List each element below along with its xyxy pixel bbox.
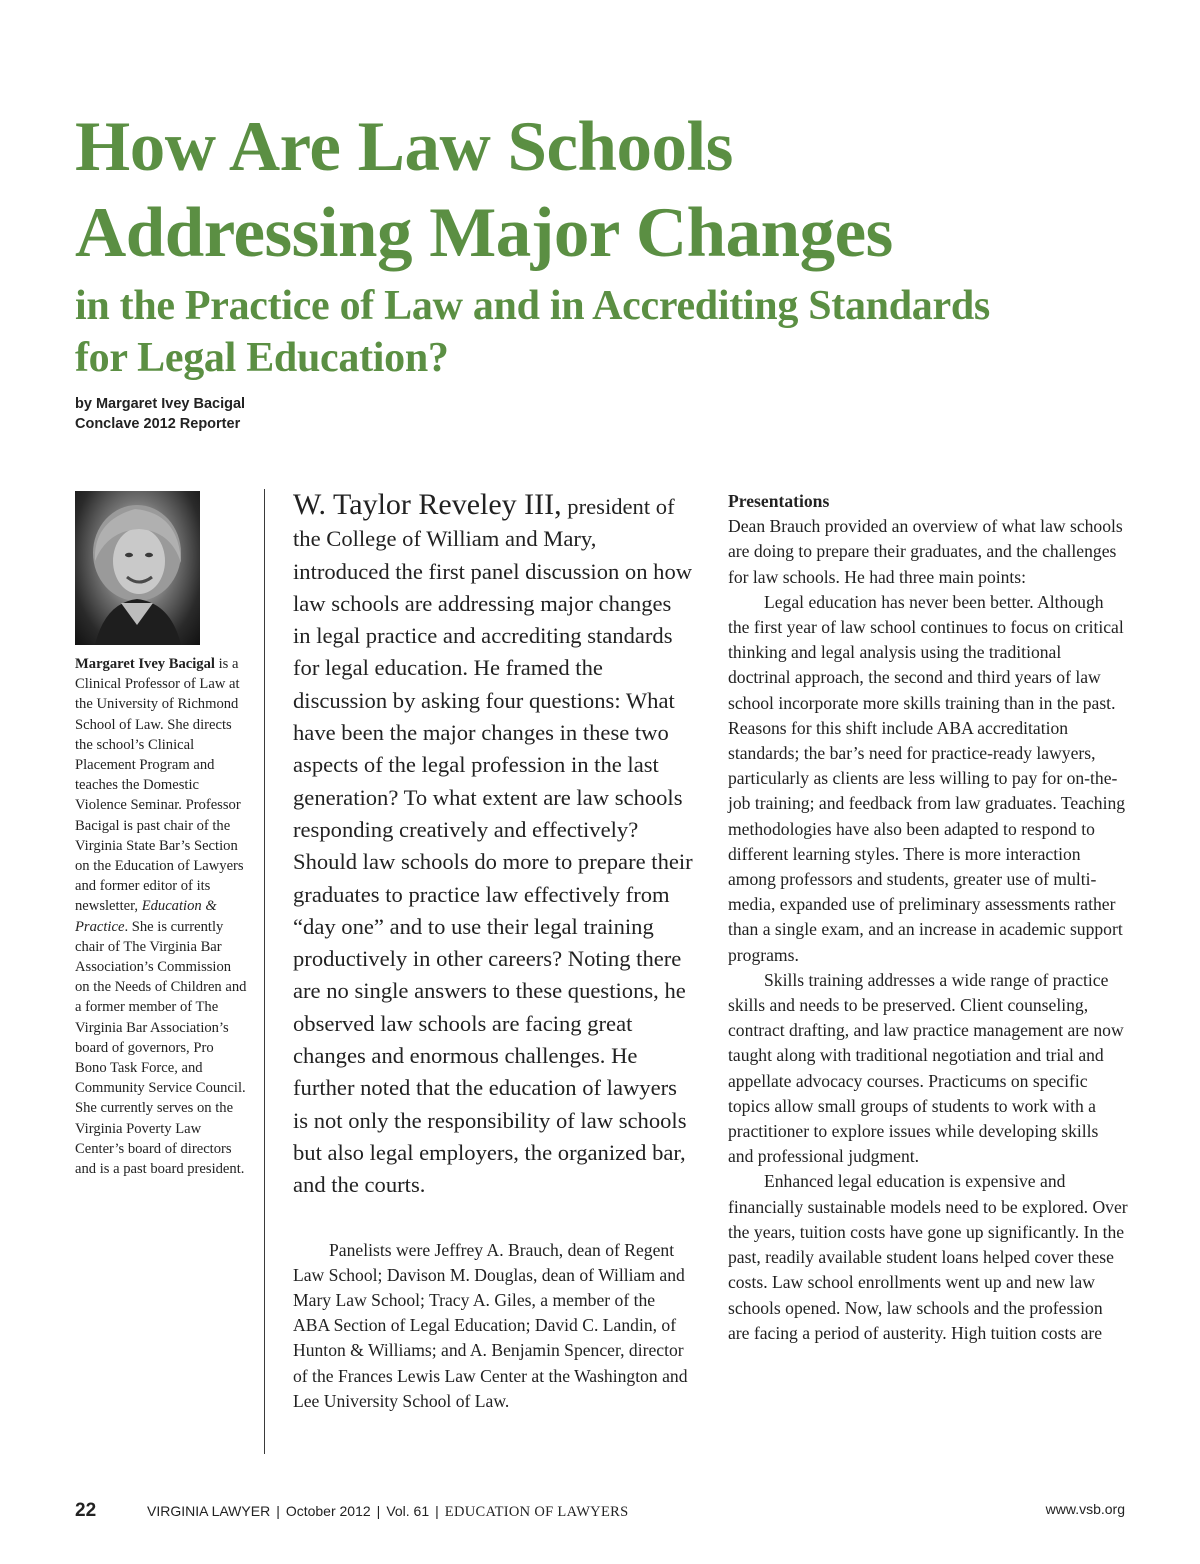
footer-separator: |	[435, 1503, 439, 1519]
footer-separator: |	[276, 1503, 280, 1519]
subtitle-line-1: in the Practice of Law and in Accrediting Standards	[75, 283, 990, 329]
article-header	[75, 104, 1155, 384]
bio-name: Margaret Ivey Bacigal	[75, 656, 215, 672]
body-paragraph-2: Legal education has never been better. Although the first year of law school continues to focus on critical thinking and legal analysis using the traditional doctrinal approach, the second and third years of law school incorporate more skills training than in the past. Reasons for this shift include ABA accreditation standards; the bar’s need for practice-ready lawyers, particularly as clients are less willing to pay for on-the-job training; and feedback from law graduates. Teaching methodologies have also been adapted to respond to different learning styles. There is more interaction among professors and students, greater use of multi-media, expanded use of preliminary assessments rather than a single exam, and an increase in academic support programs.	[728, 591, 1126, 965]
body-paragraph-1: Dean Brauch provided an overview of what law schools are doing to prepare their graduates, and the challenges for law schools. He had three main points:	[728, 516, 1123, 587]
page-number: 22	[75, 1500, 97, 1521]
footer-section: EDUCATION OF LAWYERS	[444, 1504, 629, 1520]
article-subtitle	[75, 280, 1155, 384]
footer-separator: |	[376, 1503, 381, 1519]
footer-publication	[147, 1503, 628, 1521]
author-portrait-icon	[75, 491, 200, 645]
title-line-1: How Are Law Schools	[75, 108, 733, 186]
footer-magazine: VIRGINIA LAWYER	[147, 1503, 271, 1519]
panelists-paragraph: Panelists were Jeffrey A. Brauch, dean of Regent Law School; Davison M. Douglas, dean of William and Mary Law School; Tracy A. Giles, a member of the ABA Section of Legal Education; David C. Landin, of Hunton & Williams; and A. Benjamin Spencer, director of the Frances Lewis Law Center at the Washington and Lee University School of Law.	[293, 1239, 688, 1411]
bio-publication: Education & Practice	[75, 898, 217, 935]
middle-column	[293, 489, 693, 1414]
byline	[75, 394, 245, 434]
lede-paragraph	[293, 489, 693, 1202]
byline-author: by Margaret Ivey Bacigal	[75, 396, 246, 412]
footer-website-link[interactable]: www.vsb.org	[1045, 1501, 1125, 1517]
body-paragraph-4: Enhanced legal education is expensive and financially sustainable models need to be explored. Over the years, tuition costs have gone up significantly. In the past, readily available student loans helped cover these costs. Law school enrollments went up and new law schools opened. Now, law schools and the profession are facing a period of austerity. High tuition costs are	[728, 1171, 1128, 1343]
author-bio	[75, 654, 247, 1179]
byline-role: Conclave 2012 Reporter	[75, 416, 241, 432]
bio-text-2: . She is currently chair of The Virginia Bar Association’s Commission on the Needs of Children and a former member of The Virginia Bar Association’s board of governors, Pro Bono Task Force, and Community Service Council. She currently serves on the Virginia Poverty Law Center’s board of directors and is a past board president.	[75, 918, 247, 1178]
lede-body: president of the College of William and Mary, introduced the first panel discussion on how law schools are addressing major changes in legal practice and accrediting standards for legal education. He framed the discussion by asking four questions: What have been the major changes in these two aspects of the legal profession in the last generation? To what extent are law schools responding creatively and effectively? Should law schools do more to prepare their graduates to practice law effectively from “day one” and to use their legal training productively in other careers? Noting there are no single answers to these questions, he observed law schools are facing great changes and enormous challenges. He further noted that the education of lawyers is not only the responsibility of law schools but also legal employers, the organized bar, and the courts.	[293, 494, 693, 1198]
page-footer	[75, 1500, 1125, 1524]
author-photo	[75, 491, 200, 645]
subtitle-line-2: for Legal Education?	[75, 335, 449, 381]
right-column	[728, 489, 1128, 1346]
section-heading: Presentations	[728, 491, 830, 511]
footer-volume: Vol. 61	[386, 1503, 430, 1519]
footer-issue: October 2012	[285, 1503, 371, 1519]
bio-text-1: is a Clinical Professor of Law at the University of Richmond School of Law. She directs the school’s Clinical Placement Program and teaches the Domestic Violence Seminar. Professor Bacigal is past chair of the Virginia State Bar’s Section on the Education of Lawyers and former editor of its newsletter,	[75, 656, 244, 915]
title-line-2: Addressing Major Changes	[75, 194, 893, 272]
article-title	[75, 104, 1155, 276]
lede-name: W. Taylor Reveley III,	[293, 488, 562, 521]
column-divider	[264, 489, 265, 1454]
body-paragraph-3: Skills training addresses a wide range of practice skills and needs to be preserved. Client counseling, contract drafting, and law practice management are now taught along with traditional negotiation and trial and appellate advocacy courses. Practicums on specific topics allow small groups of students to work with a practitioner to explore issues while developing skills and professional judgment.	[728, 969, 1124, 1167]
